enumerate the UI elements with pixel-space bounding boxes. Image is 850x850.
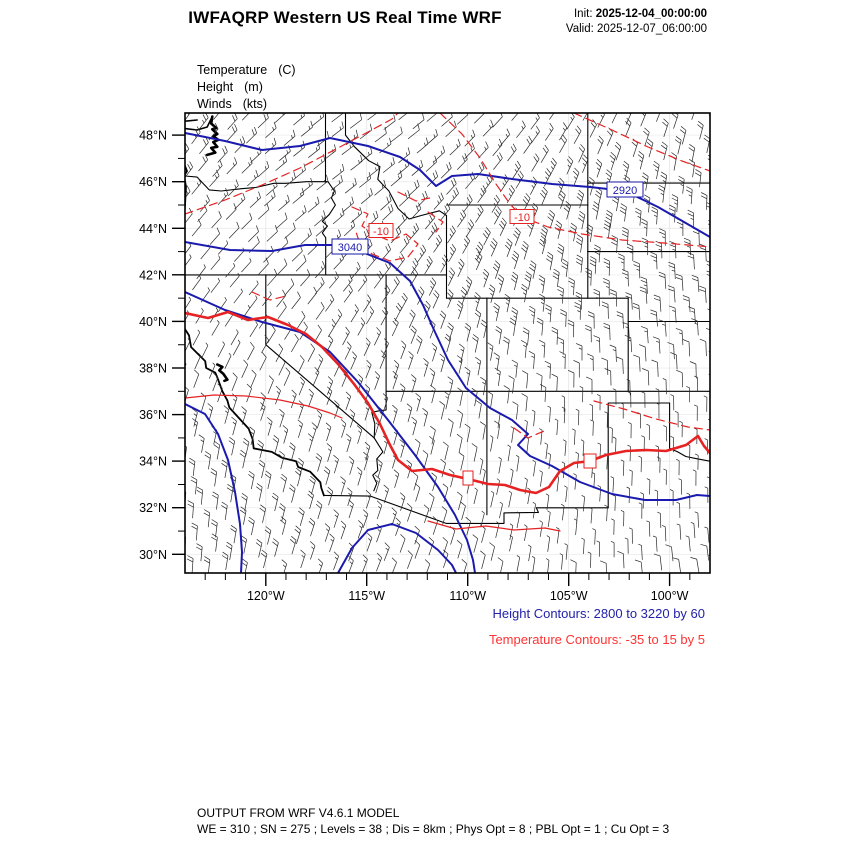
temperature-contour-line <box>428 212 443 232</box>
footer-line1: OUTPUT FROM WRF V4.6.1 MODEL <box>197 806 400 820</box>
height-contour-info: Height Contours: 2800 to 3220 by 60 <box>492 606 705 621</box>
lat-label: 34°N <box>139 454 167 469</box>
lon-label: 110°W <box>449 589 487 603</box>
state-border-line <box>346 113 447 219</box>
height-contour-label <box>607 182 643 197</box>
temperature-contour-line <box>398 192 434 201</box>
temperature-label-box-small <box>584 454 596 468</box>
coastline-strait <box>170 117 212 131</box>
height-label-text: 3040 <box>337 242 363 254</box>
lat-label: 40°N <box>139 314 167 329</box>
init-value: 2025-12-04_00:00:00 <box>595 8 707 20</box>
height-contour-label <box>332 239 368 254</box>
valid-label: Valid: <box>565 23 594 35</box>
state-border-line <box>266 275 374 438</box>
lon-label: 115°W <box>348 589 386 603</box>
temperature-contour-label <box>369 224 393 239</box>
legend-field-unit: (C) <box>278 63 296 77</box>
valid-value: 2025-12-07_06:00:00 <box>597 23 707 35</box>
lon-label: 105°W <box>549 589 588 603</box>
height-contour-line <box>185 404 242 573</box>
lat-label: 42°N <box>139 268 167 283</box>
plot-title: IWFAQRP Western US Real Time WRF <box>188 8 502 27</box>
temperature-label-text: -10 <box>514 212 530 224</box>
legend-field-unit: (kts) <box>242 97 268 111</box>
footer-line2: WE = 310 ; SN = 275 ; Levels = 38 ; Dis = 8km ; Phys Opt = 8 ; PBL Opt = 1 ; Cu Opt = 3 <box>197 821 670 836</box>
lat-label: 48°N <box>139 128 167 143</box>
lat-label: 36°N <box>139 408 167 423</box>
temperature-contour-line <box>594 401 710 430</box>
map-label-layer <box>332 182 643 485</box>
temperature-contour-line <box>514 428 544 438</box>
temperature-contour-info: Temperature Contours: -35 to 15 by 5 <box>488 632 705 647</box>
lat-label: 32°N <box>139 501 167 516</box>
legend-field-name: Height <box>197 80 234 94</box>
lat-label: 38°N <box>139 361 167 376</box>
legend-field-name: Temperature <box>197 63 268 77</box>
height-label-text: 2920 <box>612 185 638 197</box>
temperature-label-text: -10 <box>373 226 389 238</box>
coastline-island <box>171 118 197 122</box>
init-label: Init: <box>573 8 593 20</box>
lat-label: 44°N <box>139 221 167 236</box>
lat-label: 46°N <box>139 175 167 190</box>
legend-field-unit: (m) <box>244 80 263 94</box>
model-footer <box>197 806 669 837</box>
lon-label: 120°W <box>246 589 285 603</box>
map-graphics <box>170 85 719 578</box>
lon-axis <box>247 573 689 603</box>
temperature-label-box-small <box>463 471 473 485</box>
lat-label: 30°N <box>139 547 167 562</box>
temperature-contour-line <box>428 521 560 531</box>
wind-barb-layer <box>172 85 719 578</box>
temperature-contour-label <box>510 210 534 225</box>
state-border-line <box>373 438 383 491</box>
legend-field-name: Winds <box>197 97 232 111</box>
lon-label: 100°W <box>650 589 689 603</box>
